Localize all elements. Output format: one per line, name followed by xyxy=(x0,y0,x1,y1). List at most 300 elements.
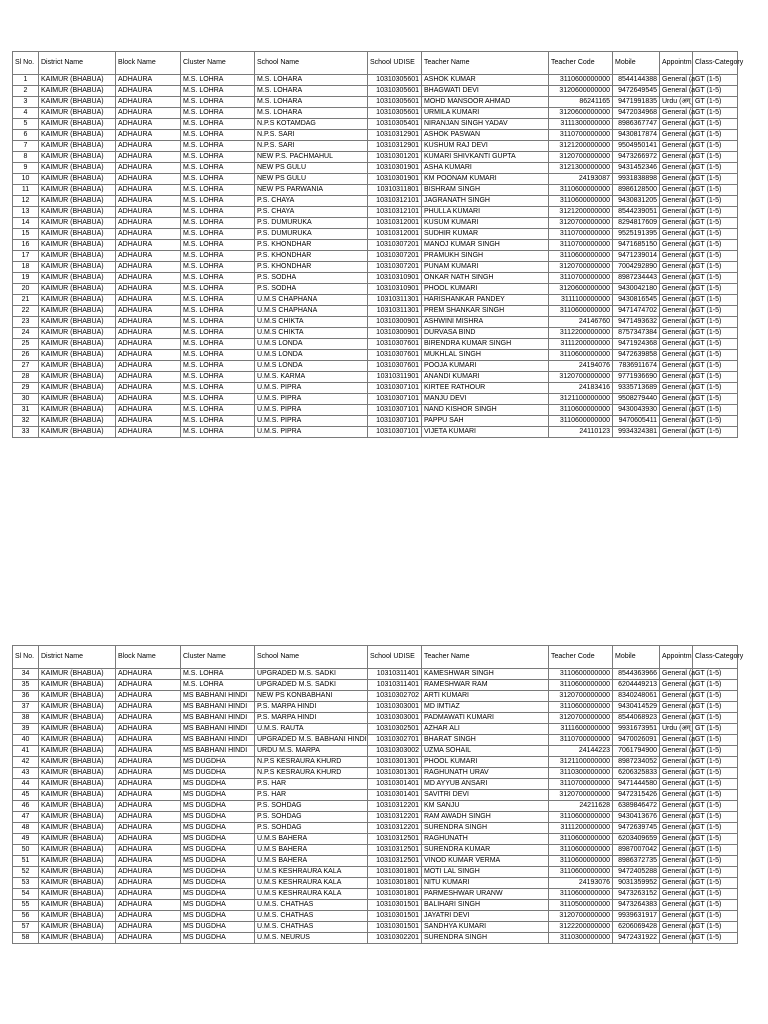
teacher-table-1 xyxy=(12,51,744,438)
cell-teacher-code: 3110600000000 xyxy=(549,867,613,878)
cell-mobile: 9031359952 xyxy=(613,878,660,889)
cell-school-udise: 10310302702 xyxy=(368,691,422,702)
cell-mobile: 9430413676 xyxy=(613,812,660,823)
table-row xyxy=(13,86,738,97)
cell-cluster-name: MS BABHANI HINDI xyxy=(181,713,255,724)
cell-school-name: U.M.S BAHERA xyxy=(255,845,368,856)
cell-mobile: 9471239014 xyxy=(613,251,660,262)
cell-school-name: NEW P.S. PACHMAHUL xyxy=(255,152,368,163)
table-row xyxy=(13,933,738,944)
cell-sl-no: 47 xyxy=(13,812,39,823)
cell-class-category: GT (1-5) xyxy=(693,724,738,735)
cell-district-name: KAIMUR (BHABUA) xyxy=(39,702,116,713)
cell-sl-no: 3 xyxy=(13,97,39,108)
cell-school-name: P.S. CHAYA xyxy=(255,207,368,218)
cell-school-name: P.S. MARPA HINDI xyxy=(255,702,368,713)
cell-teacher-code: 24146760 xyxy=(549,317,613,328)
cell-mobile: 9430817874 xyxy=(613,130,660,141)
cell-block-name: ADHAURA xyxy=(116,911,181,922)
cell-school-udise: 10310310901 xyxy=(368,284,422,295)
cell-school-name: U.M.S LONDA xyxy=(255,350,368,361)
cell-block-name: ADHAURA xyxy=(116,119,181,130)
cell-school-name: U.M.S KESHRAURA KALA xyxy=(255,889,368,900)
cell-teacher-code: 3120700000000 xyxy=(549,911,613,922)
cell-school-udise: 10310301301 xyxy=(368,757,422,768)
cell-appointment: General (a xyxy=(660,141,693,152)
cell-appointment: General (a xyxy=(660,680,693,691)
table-row xyxy=(13,174,738,185)
cell-cluster-name: MS DUGDHA xyxy=(181,889,255,900)
cell-teacher-code: 3120700000000 xyxy=(549,691,613,702)
cell-class-category: GT (1-5) xyxy=(693,922,738,933)
cell-sl-no: 42 xyxy=(13,757,39,768)
cell-mobile: 6204449213 xyxy=(613,680,660,691)
table-row xyxy=(13,405,738,416)
cell-school-udise: 10310302501 xyxy=(368,724,422,735)
cell-block-name: ADHAURA xyxy=(116,284,181,295)
cell-block-name: ADHAURA xyxy=(116,75,181,86)
cell-school-udise: 10310302201 xyxy=(368,933,422,944)
cell-school-udise: 10310301301 xyxy=(368,768,422,779)
cell-teacher-code: 3110600000000 xyxy=(549,350,613,361)
cell-sl-no: 38 xyxy=(13,713,39,724)
cell-school-name: U.M.S. PIPRA xyxy=(255,427,368,438)
cell-mobile: 9471493632 xyxy=(613,317,660,328)
cell-appointment: General (a xyxy=(660,416,693,427)
header-mobile: Mobile xyxy=(613,52,660,75)
cell-district-name: KAIMUR (BHABUA) xyxy=(39,262,116,273)
cell-sl-no: 19 xyxy=(13,273,39,284)
cell-school-udise: 10310301501 xyxy=(368,900,422,911)
cell-class-category: GT (1-5) xyxy=(693,900,738,911)
cell-mobile: 8544144388 xyxy=(613,75,660,86)
cell-mobile: 9939631917 xyxy=(613,911,660,922)
cell-cluster-name: MS DUGDHA xyxy=(181,757,255,768)
cell-school-udise: 10310307601 xyxy=(368,339,422,350)
cell-class-category: GT (1-5) xyxy=(693,284,738,295)
cell-block-name: ADHAURA xyxy=(116,801,181,812)
cell-teacher-name: PARMESHWAR URANW xyxy=(422,889,549,900)
cell-teacher-name: MOHD MANSOOR AHMAD xyxy=(422,97,549,108)
table-row xyxy=(13,185,738,196)
cell-teacher-name: BALIHARI SINGH xyxy=(422,900,549,911)
table-body xyxy=(13,669,738,944)
cell-mobile: 6203409659 xyxy=(613,834,660,845)
teacher-table-2 xyxy=(12,645,744,944)
cell-mobile: 8986372735 xyxy=(613,856,660,867)
cell-district-name: KAIMUR (BHABUA) xyxy=(39,317,116,328)
cell-teacher-code: 3120700000000 xyxy=(549,262,613,273)
cell-teacher-name: MANOJ KUMAR SINGH xyxy=(422,240,549,251)
table-row xyxy=(13,240,738,251)
table-row xyxy=(13,867,738,878)
table-row xyxy=(13,427,738,438)
cell-district-name: KAIMUR (BHABUA) xyxy=(39,834,116,845)
cell-cluster-name: MS BABHANI HINDI xyxy=(181,746,255,757)
cell-school-name: N.P.S. SARI xyxy=(255,130,368,141)
table-row xyxy=(13,801,738,812)
cell-mobile: 9472405288 xyxy=(613,867,660,878)
cell-mobile: 9771936690 xyxy=(613,372,660,383)
cell-class-category: GT (1-5) xyxy=(693,361,738,372)
cell-sl-no: 12 xyxy=(13,196,39,207)
cell-school-udise: 10310311301 xyxy=(368,295,422,306)
cell-cluster-name: M.S. LOHRA xyxy=(181,108,255,119)
table-row xyxy=(13,141,738,152)
cell-school-name: UPGRADED M.S. SADKI xyxy=(255,680,368,691)
cell-appointment: General (a xyxy=(660,350,693,361)
cell-district-name: KAIMUR (BHABUA) xyxy=(39,394,116,405)
cell-district-name: KAIMUR (BHABUA) xyxy=(39,185,116,196)
cell-school-name: U.M.S. CHATHAS xyxy=(255,900,368,911)
cell-district-name: KAIMUR (BHABUA) xyxy=(39,801,116,812)
table-row xyxy=(13,724,738,735)
cell-district-name: KAIMUR (BHABUA) xyxy=(39,768,116,779)
cell-school-name: P.S. SODHA xyxy=(255,273,368,284)
cell-sl-no: 39 xyxy=(13,724,39,735)
cell-school-udise: 10310312201 xyxy=(368,812,422,823)
cell-appointment: General (a xyxy=(660,746,693,757)
cell-teacher-code: 24183416 xyxy=(549,383,613,394)
cell-sl-no: 48 xyxy=(13,823,39,834)
cell-teacher-name: URMILA KUMARI xyxy=(422,108,549,119)
cell-class-category: GT (1-5) xyxy=(693,856,738,867)
cell-sl-no: 41 xyxy=(13,746,39,757)
cell-mobile: 9430043930 xyxy=(613,405,660,416)
cell-cluster-name: MS DUGDHA xyxy=(181,812,255,823)
cell-appointment: General (a xyxy=(660,152,693,163)
cell-teacher-name: PAPPU SAH xyxy=(422,416,549,427)
cell-teacher-name: NIRANJAN SINGH YADAV xyxy=(422,119,549,130)
cell-mobile: 9931838898 xyxy=(613,174,660,185)
cell-class-category: GT (1-5) xyxy=(693,108,738,119)
cell-teacher-name: KUSUM KUMARI xyxy=(422,218,549,229)
table-row xyxy=(13,229,738,240)
cell-cluster-name: M.S. LOHRA xyxy=(181,218,255,229)
cell-teacher-name: MD IMTIAZ xyxy=(422,702,549,713)
cell-cluster-name: MS DUGDHA xyxy=(181,900,255,911)
cell-sl-no: 57 xyxy=(13,922,39,933)
cell-school-name: U.M.S LONDA xyxy=(255,339,368,350)
cell-mobile: 8544363966 xyxy=(613,669,660,680)
table-row xyxy=(13,911,738,922)
cell-school-udise: 10310305601 xyxy=(368,86,422,97)
cell-appointment: General (a xyxy=(660,240,693,251)
header-teacher-name: Teacher Name xyxy=(422,52,549,75)
table-row xyxy=(13,328,738,339)
cell-class-category: GT (1-5) xyxy=(693,757,738,768)
cell-class-category: GT (1-5) xyxy=(693,372,738,383)
cell-block-name: ADHAURA xyxy=(116,900,181,911)
table-row xyxy=(13,306,738,317)
cell-mobile: 9473264383 xyxy=(613,900,660,911)
cell-mobile: 9470026091 xyxy=(613,735,660,746)
cell-class-category: GT (1-5) xyxy=(693,240,738,251)
cell-teacher-code: 3111200000000 xyxy=(549,823,613,834)
cell-cluster-name: M.S. LOHRA xyxy=(181,295,255,306)
cell-sl-no: 24 xyxy=(13,328,39,339)
cell-sl-no: 45 xyxy=(13,790,39,801)
cell-district-name: KAIMUR (BHABUA) xyxy=(39,306,116,317)
cell-district-name: KAIMUR (BHABUA) xyxy=(39,97,116,108)
cell-district-name: KAIMUR (BHABUA) xyxy=(39,174,116,185)
cell-school-udise: 10310312101 xyxy=(368,207,422,218)
cell-district-name: KAIMUR (BHABUA) xyxy=(39,130,116,141)
cell-mobile: 9335713689 xyxy=(613,383,660,394)
table-row xyxy=(13,75,738,86)
cell-mobile: 9471924368 xyxy=(613,339,660,350)
cell-teacher-name: UZMA SOHAIL xyxy=(422,746,549,757)
cell-sl-no: 58 xyxy=(13,933,39,944)
cell-appointment: General (a xyxy=(660,317,693,328)
cell-sl-no: 15 xyxy=(13,229,39,240)
cell-teacher-code: 3110700000000 xyxy=(549,229,613,240)
cell-district-name: KAIMUR (BHABUA) xyxy=(39,823,116,834)
cell-teacher-code: 3120600000000 xyxy=(549,284,613,295)
cell-class-category: GT (1-5) xyxy=(693,889,738,900)
table-row xyxy=(13,768,738,779)
cell-teacher-name: BIRENDRA KUMAR SINGH xyxy=(422,339,549,350)
header-teacher-name: Teacher Name xyxy=(422,646,549,669)
cell-teacher-code: 24194076 xyxy=(549,361,613,372)
cell-class-category: GT (1-5) xyxy=(693,735,738,746)
cell-cluster-name: M.S. LOHRA xyxy=(181,75,255,86)
cell-block-name: ADHAURA xyxy=(116,394,181,405)
header-school-udise: School UDISE xyxy=(368,52,422,75)
cell-school-udise: 10310307101 xyxy=(368,427,422,438)
cell-block-name: ADHAURA xyxy=(116,922,181,933)
cell-district-name: KAIMUR (BHABUA) xyxy=(39,152,116,163)
cell-sl-no: 27 xyxy=(13,361,39,372)
table-row xyxy=(13,251,738,262)
cell-sl-no: 44 xyxy=(13,779,39,790)
cell-appointment: General (a xyxy=(660,273,693,284)
cell-cluster-name: MS BABHANI HINDI xyxy=(181,735,255,746)
cell-district-name: KAIMUR (BHABUA) xyxy=(39,933,116,944)
cell-teacher-code: 3110700000000 xyxy=(549,735,613,746)
cell-block-name: ADHAURA xyxy=(116,108,181,119)
cell-teacher-code: 24110123 xyxy=(549,427,613,438)
header-cluster-name: Cluster Name xyxy=(181,52,255,75)
cell-district-name: KAIMUR (BHABUA) xyxy=(39,669,116,680)
cell-district-name: KAIMUR (BHABUA) xyxy=(39,119,116,130)
cell-mobile: 9471474702 xyxy=(613,306,660,317)
cell-district-name: KAIMUR (BHABUA) xyxy=(39,889,116,900)
cell-school-name: U.M.S CHAPHANA xyxy=(255,295,368,306)
cell-teacher-name: ASHOK KUMAR xyxy=(422,75,549,86)
table-row xyxy=(13,779,738,790)
cell-class-category: GT (1-5) xyxy=(693,262,738,273)
cell-block-name: ADHAURA xyxy=(116,669,181,680)
cell-school-udise: 10310303002 xyxy=(368,746,422,757)
cell-appointment: General (a xyxy=(660,801,693,812)
cell-teacher-code: 3110600000000 xyxy=(549,812,613,823)
cell-class-category: GT (1-5) xyxy=(693,306,738,317)
cell-teacher-code: 3110300000000 xyxy=(549,768,613,779)
cell-teacher-name: PUNAM KUMARI xyxy=(422,262,549,273)
cell-block-name: ADHAURA xyxy=(116,350,181,361)
cell-school-udise: 10310312201 xyxy=(368,823,422,834)
cell-school-udise: 10310307601 xyxy=(368,350,422,361)
cell-teacher-code: 3122200000000 xyxy=(549,922,613,933)
cell-school-name: U.M.S KESHRAURA KALA xyxy=(255,878,368,889)
cell-teacher-name: KUSHUM RAJ DEVI xyxy=(422,141,549,152)
cell-block-name: ADHAURA xyxy=(116,97,181,108)
cell-class-category: GT (1-5) xyxy=(693,339,738,350)
cell-block-name: ADHAURA xyxy=(116,790,181,801)
cell-class-category: GT (1-5) xyxy=(693,394,738,405)
cell-teacher-name: ONKAR NATH SINGH xyxy=(422,273,549,284)
cell-mobile: 9472431922 xyxy=(613,933,660,944)
cell-school-udise: 10310301501 xyxy=(368,911,422,922)
cell-mobile: 9472315426 xyxy=(613,790,660,801)
cell-cluster-name: M.S. LOHRA xyxy=(181,97,255,108)
cell-sl-no: 51 xyxy=(13,856,39,867)
cell-block-name: ADHAURA xyxy=(116,163,181,174)
cell-school-udise: 10310307101 xyxy=(368,383,422,394)
cell-appointment: General (a xyxy=(660,207,693,218)
cell-class-category: GT (1-5) xyxy=(693,328,738,339)
cell-mobile: 9473266972 xyxy=(613,152,660,163)
cell-class-category: GT (1-5) xyxy=(693,152,738,163)
cell-school-name: N.P.S. SARI xyxy=(255,141,368,152)
cell-cluster-name: MS DUGDHA xyxy=(181,856,255,867)
cell-teacher-code: 3120700000000 xyxy=(549,713,613,724)
cell-mobile: 6206069428 xyxy=(613,922,660,933)
cell-school-name: P.S. DUMURUKA xyxy=(255,229,368,240)
cell-class-category: GT (1-5) xyxy=(693,229,738,240)
cell-appointment: General (a xyxy=(660,669,693,680)
cell-school-name: N.P.S KESRAURA KHURD xyxy=(255,768,368,779)
table-body xyxy=(13,75,738,438)
header-mobile: Mobile xyxy=(613,646,660,669)
cell-teacher-code: 3120600000000 xyxy=(549,108,613,119)
header-block-name: Block Name xyxy=(116,52,181,75)
cell-mobile: 9430831205 xyxy=(613,196,660,207)
cell-school-name: N.P.S KESRAURA KHURD xyxy=(255,757,368,768)
cell-block-name: ADHAURA xyxy=(116,889,181,900)
cell-sl-no: 26 xyxy=(13,350,39,361)
cell-district-name: KAIMUR (BHABUA) xyxy=(39,163,116,174)
cell-cluster-name: M.S. LOHRA xyxy=(181,394,255,405)
cell-school-udise: 10310307101 xyxy=(368,405,422,416)
table-row xyxy=(13,691,738,702)
cell-teacher-code: 24193087 xyxy=(549,174,613,185)
cell-class-category: GT (1-5) xyxy=(693,779,738,790)
table-row xyxy=(13,812,738,823)
cell-district-name: KAIMUR (BHABUA) xyxy=(39,845,116,856)
table-row xyxy=(13,669,738,680)
cell-district-name: KAIMUR (BHABUA) xyxy=(39,405,116,416)
cell-appointment: General (a xyxy=(660,834,693,845)
cell-block-name: ADHAURA xyxy=(116,383,181,394)
cell-mobile: 7836911674 xyxy=(613,361,660,372)
cell-block-name: ADHAURA xyxy=(116,845,181,856)
cell-block-name: ADHAURA xyxy=(116,680,181,691)
cell-block-name: ADHAURA xyxy=(116,757,181,768)
cell-school-name: U.M.S KESHRAURA KALA xyxy=(255,867,368,878)
cell-cluster-name: M.S. LOHRA xyxy=(181,152,255,163)
header-row xyxy=(13,52,738,75)
cell-mobile: 9471685150 xyxy=(613,240,660,251)
cell-school-udise: 10310307601 xyxy=(368,361,422,372)
cell-school-udise: 10310311301 xyxy=(368,306,422,317)
cell-teacher-code: 3112200000000 xyxy=(549,328,613,339)
cell-district-name: KAIMUR (BHABUA) xyxy=(39,350,116,361)
cell-class-category: GT (1-5) xyxy=(693,317,738,328)
header-school-udise: School UDISE xyxy=(368,646,422,669)
cell-block-name: ADHAURA xyxy=(116,834,181,845)
cell-school-name: M.S. LOHARA xyxy=(255,86,368,97)
cell-class-category: GT (1-5) xyxy=(693,801,738,812)
cell-cluster-name: M.S. LOHRA xyxy=(181,284,255,295)
cell-teacher-name: ASHA KUMARI xyxy=(422,163,549,174)
cell-school-name: U.M.S. KARMA xyxy=(255,372,368,383)
cell-school-udise: 10310312501 xyxy=(368,856,422,867)
cell-sl-no: 50 xyxy=(13,845,39,856)
cell-mobile: 9470605411 xyxy=(613,416,660,427)
cell-sl-no: 33 xyxy=(13,427,39,438)
cell-block-name: ADHAURA xyxy=(116,185,181,196)
cell-mobile: 8757347384 xyxy=(613,328,660,339)
cell-teacher-name: DURVASA BIND xyxy=(422,328,549,339)
cell-district-name: KAIMUR (BHABUA) xyxy=(39,724,116,735)
cell-appointment: General (a xyxy=(660,845,693,856)
cell-school-udise: 10310302701 xyxy=(368,735,422,746)
cell-block-name: ADHAURA xyxy=(116,724,181,735)
cell-school-udise: 10310305401 xyxy=(368,119,422,130)
cell-appointment: General (a xyxy=(660,328,693,339)
cell-block-name: ADHAURA xyxy=(116,779,181,790)
cell-cluster-name: MS DUGDHA xyxy=(181,845,255,856)
header-appointment: Appointm xyxy=(660,52,693,75)
cell-block-name: ADHAURA xyxy=(116,130,181,141)
header-class-category: Class-Category xyxy=(693,52,738,75)
cell-appointment: General (a xyxy=(660,306,693,317)
cell-appointment: General (a xyxy=(660,768,693,779)
cell-school-udise: 10310305601 xyxy=(368,108,422,119)
cell-teacher-code: 3111300000000 xyxy=(549,119,613,130)
cell-block-name: ADHAURA xyxy=(116,86,181,97)
cell-mobile: 8294817609 xyxy=(613,218,660,229)
cell-sl-no: 35 xyxy=(13,680,39,691)
cell-sl-no: 55 xyxy=(13,900,39,911)
cell-block-name: ADHAURA xyxy=(116,174,181,185)
cell-cluster-name: MS DUGDHA xyxy=(181,867,255,878)
table-row xyxy=(13,196,738,207)
cell-appointment: General (a xyxy=(660,372,693,383)
cell-district-name: KAIMUR (BHABUA) xyxy=(39,229,116,240)
cell-school-name: P.S. CHAYA xyxy=(255,196,368,207)
cell-school-name: P.S. KHONDHAR xyxy=(255,262,368,273)
cell-teacher-code: 3110700000000 xyxy=(549,273,613,284)
cell-school-name: P.S. KHONDHAR xyxy=(255,251,368,262)
cell-mobile: 9472639745 xyxy=(613,823,660,834)
table-row xyxy=(13,339,738,350)
cell-district-name: KAIMUR (BHABUA) xyxy=(39,746,116,757)
cell-cluster-name: M.S. LOHRA xyxy=(181,306,255,317)
cell-cluster-name: M.S. LOHRA xyxy=(181,669,255,680)
cell-block-name: ADHAURA xyxy=(116,867,181,878)
cell-block-name: ADHAURA xyxy=(116,427,181,438)
cell-teacher-code: 3121100000000 xyxy=(549,757,613,768)
table-row xyxy=(13,416,738,427)
cell-school-name: U.M.S. PIPRA xyxy=(255,416,368,427)
cell-teacher-name: PHULLA KUMARI xyxy=(422,207,549,218)
cell-teacher-code: 3120600000000 xyxy=(549,86,613,97)
cell-cluster-name: MS DUGDHA xyxy=(181,790,255,801)
cell-school-udise: 10310312901 xyxy=(368,141,422,152)
